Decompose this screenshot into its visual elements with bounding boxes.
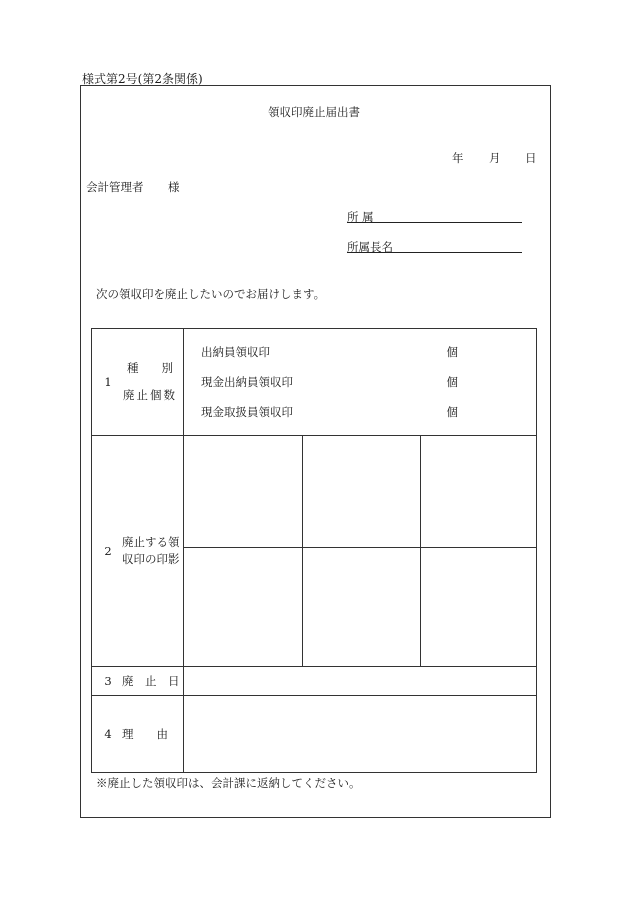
footnote: ※廃止した領収印は、会計課に返納してください。: [96, 776, 361, 790]
row1-label-cell: [92, 329, 184, 436]
date-day-label: 日: [525, 151, 537, 165]
item-name: 出納員領収印: [201, 345, 270, 359]
seal-impression-box[interactable]: [184, 436, 303, 548]
row1-label-bottom: 廃止個数: [123, 388, 177, 402]
list-item: [201, 337, 458, 367]
seal-impression-box[interactable]: [303, 548, 421, 667]
form-table: [91, 328, 537, 773]
form-number-label: 様式第2号(第2条関係): [82, 72, 203, 86]
intro-text: 次の領収印を廃止したいのでお届けします。: [96, 287, 326, 301]
row4-number: 4: [104, 727, 112, 741]
item-unit: 個: [446, 345, 458, 359]
reason-field[interactable]: [184, 696, 537, 773]
row2-label-cell: [92, 436, 184, 667]
row-reason: [92, 696, 537, 773]
row-seal-impression-top: [92, 436, 537, 548]
row2-label-bottom: 収印の印影: [122, 552, 180, 566]
seal-impression-box[interactable]: [303, 436, 421, 548]
row1-number: 1: [104, 375, 112, 389]
dept-head-label: 所属長名: [347, 240, 393, 254]
row2-number: 2: [104, 544, 112, 558]
seal-impression-box[interactable]: [184, 548, 303, 667]
addressee-name: 会計管理者: [86, 180, 144, 194]
row-abolition-date: [92, 667, 537, 696]
row-type-count: [92, 329, 537, 436]
item-name: 現金取扱員領収印: [201, 405, 293, 419]
row1-items-cell: [184, 329, 537, 436]
seal-impression-box[interactable]: [421, 436, 537, 548]
row3-label: 廃 止 日: [122, 674, 180, 688]
row1-label-top: 種 別: [127, 361, 173, 375]
dept-label: 所 属: [347, 210, 374, 224]
dept-field-line[interactable]: [347, 222, 522, 223]
row4-label: 理 由: [122, 727, 168, 741]
dept-head-field-line[interactable]: [347, 252, 522, 253]
form-title: 領収印廃止届出書: [268, 105, 360, 119]
abolition-date-field[interactable]: [184, 667, 537, 696]
row3-number: 3: [104, 674, 112, 688]
date-month-label: 月: [489, 151, 501, 165]
date-year-label: 年: [452, 151, 464, 165]
item-name: 現金出納員領収印: [201, 375, 293, 389]
item-unit: 個: [446, 375, 458, 389]
list-item: [201, 397, 458, 427]
row4-label-cell: [92, 696, 184, 773]
row2-label-top: 廃止する領: [122, 535, 180, 549]
row3-label-cell: [92, 667, 184, 696]
seal-impression-box[interactable]: [421, 548, 537, 667]
addressee-honorific: 様: [168, 180, 180, 194]
list-item: [201, 367, 458, 397]
item-unit: 個: [446, 405, 458, 419]
